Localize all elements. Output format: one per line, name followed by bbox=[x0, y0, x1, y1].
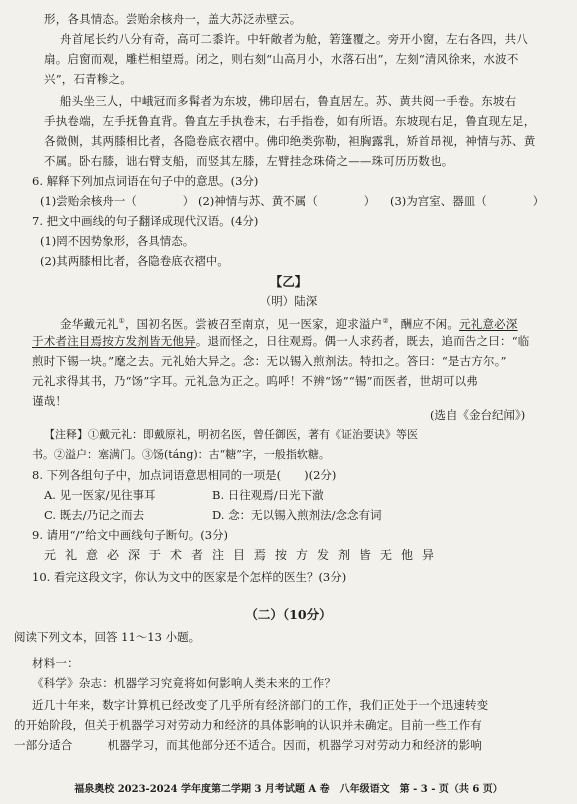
question-9-sentence: 元礼意必深于术者注目焉按方发剂皆无他异 bbox=[44, 548, 444, 562]
passage-jia-line-2: 舟首尾长约八分有奇，高可二黍许。中轩敞者为舱，箬篷覆之。旁开小窗，左右各四，共八 bbox=[60, 32, 528, 46]
passage-yi-line-3: 煎时下锡一块。”麾之去。元礼始大异之。念：无以锡入煎剂法。特扣之。答曰：“是古方尔。” bbox=[32, 354, 507, 368]
footnote-marker-1: ① bbox=[118, 317, 125, 325]
question-10-stem: 10. 看完这段文字，你认为文中的医家是个怎样的医生？(3分) bbox=[32, 570, 347, 584]
notes-line-2: 书。②溢户：塞满门。③饧(táng)：古“糖”字，一般指软糖。 bbox=[32, 448, 330, 461]
material-1-line-4: 一部分适合 机器学习，而其他部分还不适合。因而，机器学习对劳动力和经济的影响 bbox=[14, 738, 482, 752]
question-7-part-2: (2)其两膝相比者，各隐卷底衣褶中。 bbox=[40, 254, 229, 268]
passage-yi-line-5: 谨哉！ bbox=[32, 394, 68, 408]
section-2-heading: （二）（10分） bbox=[245, 608, 332, 622]
passage-jia-line-7c: ，各隐卷底衣褶中。佛印绝类弥勒，袒胸露乳，矫首昂视，神情与苏、黄 bbox=[161, 134, 536, 148]
footnote-marker-2: ② bbox=[382, 317, 389, 325]
material-1-label: 材料一： bbox=[32, 656, 79, 670]
question-8-option-d: D. 念：无以锡入煎剂法/念念有词 bbox=[212, 508, 382, 522]
passage-jia-line-4: 兴”，石青糁之。 bbox=[44, 72, 132, 86]
question-6-part-3: (3)为宫室、器皿（ ） bbox=[390, 194, 545, 208]
passage-yi-heading: 【乙】 bbox=[269, 275, 308, 289]
passage-jia-line-3: 扇。启窗而观，雕栏相望焉。闭之，则右刻“山高月小，水落石出”，左刻“清风徐来，水波不 bbox=[44, 52, 519, 66]
material-1-line-2: 近几十年来，数字计算机已经改变了几乎所有经济部门的工作，我们正处于一个迅速转变 bbox=[32, 698, 489, 712]
passage-yi-line-4: 元礼求得其书，乃“饧”字耳。元礼急为正之。呜呼！不辨“饧”“锡”而医者，世胡可以弗 bbox=[32, 374, 478, 388]
question-8-option-c: C. 既去/乃记之而去 bbox=[44, 508, 145, 522]
passage-jia-line-7a: 各微侧， bbox=[44, 134, 91, 148]
question-8-option-b: B. 日往观焉/日光下澈 bbox=[212, 488, 324, 502]
passage-yi-line-1a: 金华戴元礼 bbox=[60, 316, 119, 331]
question-9-stem: 9. 请用“/”给文中画线句子断句。(3分) bbox=[32, 528, 229, 542]
underlined-sentence-yi-part-2: 于术者注目焉按方发剂皆无他异 bbox=[32, 334, 196, 348]
question-8-option-a: A. 见一医家/见往事耳 bbox=[44, 488, 156, 502]
page-footer: 福泉奥校 2023-2024 学年度第二学期 3 月考试题 A 卷 八年级语文 第 - 3 - 页（共 6 页） bbox=[74, 784, 503, 795]
passage-yi-source: (选自《金台纪闻》) bbox=[430, 408, 526, 422]
material-1-line-1: 《科学》杂志：机器学习究竟将如何影响人类未来的工作？ bbox=[32, 676, 337, 690]
underlined-sentence-jia: 其两膝相比者 bbox=[90, 134, 162, 148]
notes-line-1: 【注释】①戴元礼：即戴原礼，明初名医，曾任御医，著有《证治要诀》等医 bbox=[44, 428, 418, 441]
passage-yi-line-1 bbox=[60, 314, 518, 331]
passage-yi-line-1b: ，国初名医。尝被召至南京，见一医家，迎求溢户 bbox=[124, 316, 383, 331]
material-1-line-3: 的开始阶段，但关于机器学习对劳动力和经济的具体影响的认识并未确定。目前一些工作有 bbox=[14, 718, 482, 732]
passage-jia-line-1: 形，各具情态。尝贻余核舟一，盖大苏泛赤壁云。 bbox=[44, 12, 302, 26]
passage-jia-line-7 bbox=[44, 134, 535, 148]
question-7-part-1: (1)罔不因势象形，各具情态。 bbox=[40, 234, 195, 248]
passage-jia-line-5: 船头坐三人，中峨冠而多髯者为东坡，佛印居右，鲁直居左。苏、黄共阅一手卷。东坡右 bbox=[60, 94, 517, 108]
passage-yi-line-2b: 。退而怪之，日往观焉。偶一人求药者，既去，追而告之曰：“临 bbox=[195, 334, 530, 348]
section-2-instruction: 阅读下列文本，回答 11～13 小题。 bbox=[14, 630, 201, 644]
question-6-stem: 6. 解释下列加点词语在句子中的意思。(3分) bbox=[32, 174, 259, 188]
passage-yi-line-2 bbox=[32, 334, 530, 348]
question-6-part-2: (2)神情与苏、黄不属（ ） bbox=[198, 194, 376, 208]
question-6-part-1: (1)尝贻余核舟一（ ） bbox=[40, 194, 195, 208]
question-7-stem: 7. 把文中画线的句子翻译成现代汉语。(4分) bbox=[32, 214, 259, 228]
question-8-stem: 8. 下列各组句子中，加点词语意思相同的一项是( )(2分) bbox=[32, 468, 337, 482]
passage-yi-author: （明）陆深 bbox=[259, 294, 318, 308]
underlined-sentence-yi-part-1: 元礼意必深 bbox=[459, 316, 518, 331]
passage-yi-line-1c: ，酬应不闲。 bbox=[388, 316, 460, 331]
passage-jia-line-8: 不属。卧右膝，诎右臂支船，而竖其左膝，左臂挂念珠倚之——珠可历历数也。 bbox=[44, 154, 454, 168]
passage-jia-line-6: 手执卷端，左手抚鲁直背。鲁直左手执卷末，右手指卷，如有所语。东坡现右足，鲁直现左足， bbox=[44, 114, 536, 128]
